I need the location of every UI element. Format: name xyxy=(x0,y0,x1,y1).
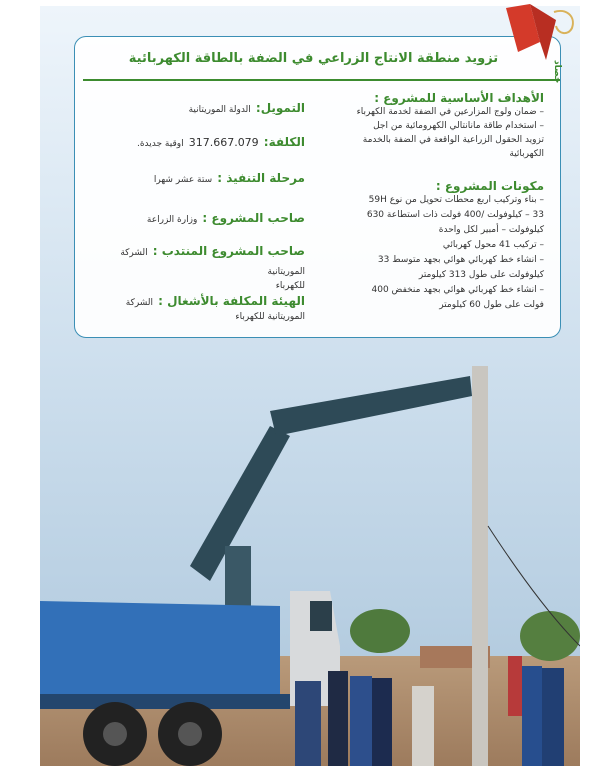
cost-amount: 317.667.079 xyxy=(188,136,259,149)
operator-value: الشركة xyxy=(125,298,154,308)
list-item: كيلوفولت – أمبير لكل واحدة xyxy=(438,225,544,235)
components-heading: مكونات المشروع : xyxy=(435,179,544,193)
phase-value: ستة عشر شهرا xyxy=(153,175,213,185)
list-item: كيلوفولت على طول 313 كيلومتر xyxy=(418,270,544,280)
cost-label: الكلفة: xyxy=(263,135,305,149)
objectives-list xyxy=(324,105,544,161)
owner-label: صاحب المشروع : xyxy=(202,211,305,225)
owner-value: وزارة الزراعة xyxy=(146,215,198,225)
phase-label: مرحلة التنفيذ : xyxy=(217,171,305,185)
funding-row xyxy=(85,97,305,117)
title-divider xyxy=(83,79,560,81)
side-section-tag: حصاد xyxy=(552,60,562,84)
list-item: 33 – كيلوفولت /400 فولت ذات استطاعة 630 xyxy=(366,210,544,220)
ribbon-decoration xyxy=(496,2,580,72)
funding-label: التمويل: xyxy=(255,101,305,115)
cost-row xyxy=(85,131,305,151)
list-item: – بناء وتركيب اربع محطات تحويل من نوع 59H xyxy=(368,195,544,205)
list-item: تزويد الحقول الزراعية الواقعة في الضفة بالخدمة xyxy=(362,135,544,145)
phase-row xyxy=(85,167,305,187)
funding-value: الدولة الموريتانية xyxy=(188,105,251,115)
operator-label: الهيئة المكلفة بالأشغال : xyxy=(158,294,305,308)
right-column xyxy=(324,91,544,313)
list-item: – استخدام طاقة مانانتالي الكهرومائية من اجل xyxy=(373,121,544,131)
list-item: – انشاء خط كهربائي هوائي بجهد متوسط 33 xyxy=(377,255,544,265)
delegated-value-cont: للكهرباء xyxy=(275,281,305,291)
list-item: – ضمان ولوج المزارعين في الضفة لخدمة الكهرباء xyxy=(356,107,544,117)
delegated-label: صاحب المشروع المنتدب : xyxy=(152,244,305,258)
components-list xyxy=(324,193,544,313)
delegated-value: الشركة الموريتانية xyxy=(120,248,305,277)
cost-unit: اوقية جديدة. xyxy=(136,139,184,149)
document-page xyxy=(40,6,580,766)
list-item: الكهربائية xyxy=(509,149,544,159)
list-item: فولت على طول 60 كيلومتر xyxy=(439,300,544,310)
objectives-heading: الأهداف الأساسية للمشروع : xyxy=(374,91,544,105)
info-card xyxy=(74,36,561,338)
list-item: – انشاء خط كهربائي هوائي بجهد منخفض 400 xyxy=(371,285,544,295)
delegated-row xyxy=(85,241,305,293)
list-item: – تركيب 41 محول كهربائي xyxy=(442,240,544,250)
page-title: تزويد منطقة الانتاج الزراعي في الضفة بالطاقة الكهربائية xyxy=(128,51,499,66)
operator-value-cont: الموريتانية للكهرباء xyxy=(235,312,305,322)
owner-row xyxy=(85,207,305,227)
operator-row xyxy=(85,291,305,324)
